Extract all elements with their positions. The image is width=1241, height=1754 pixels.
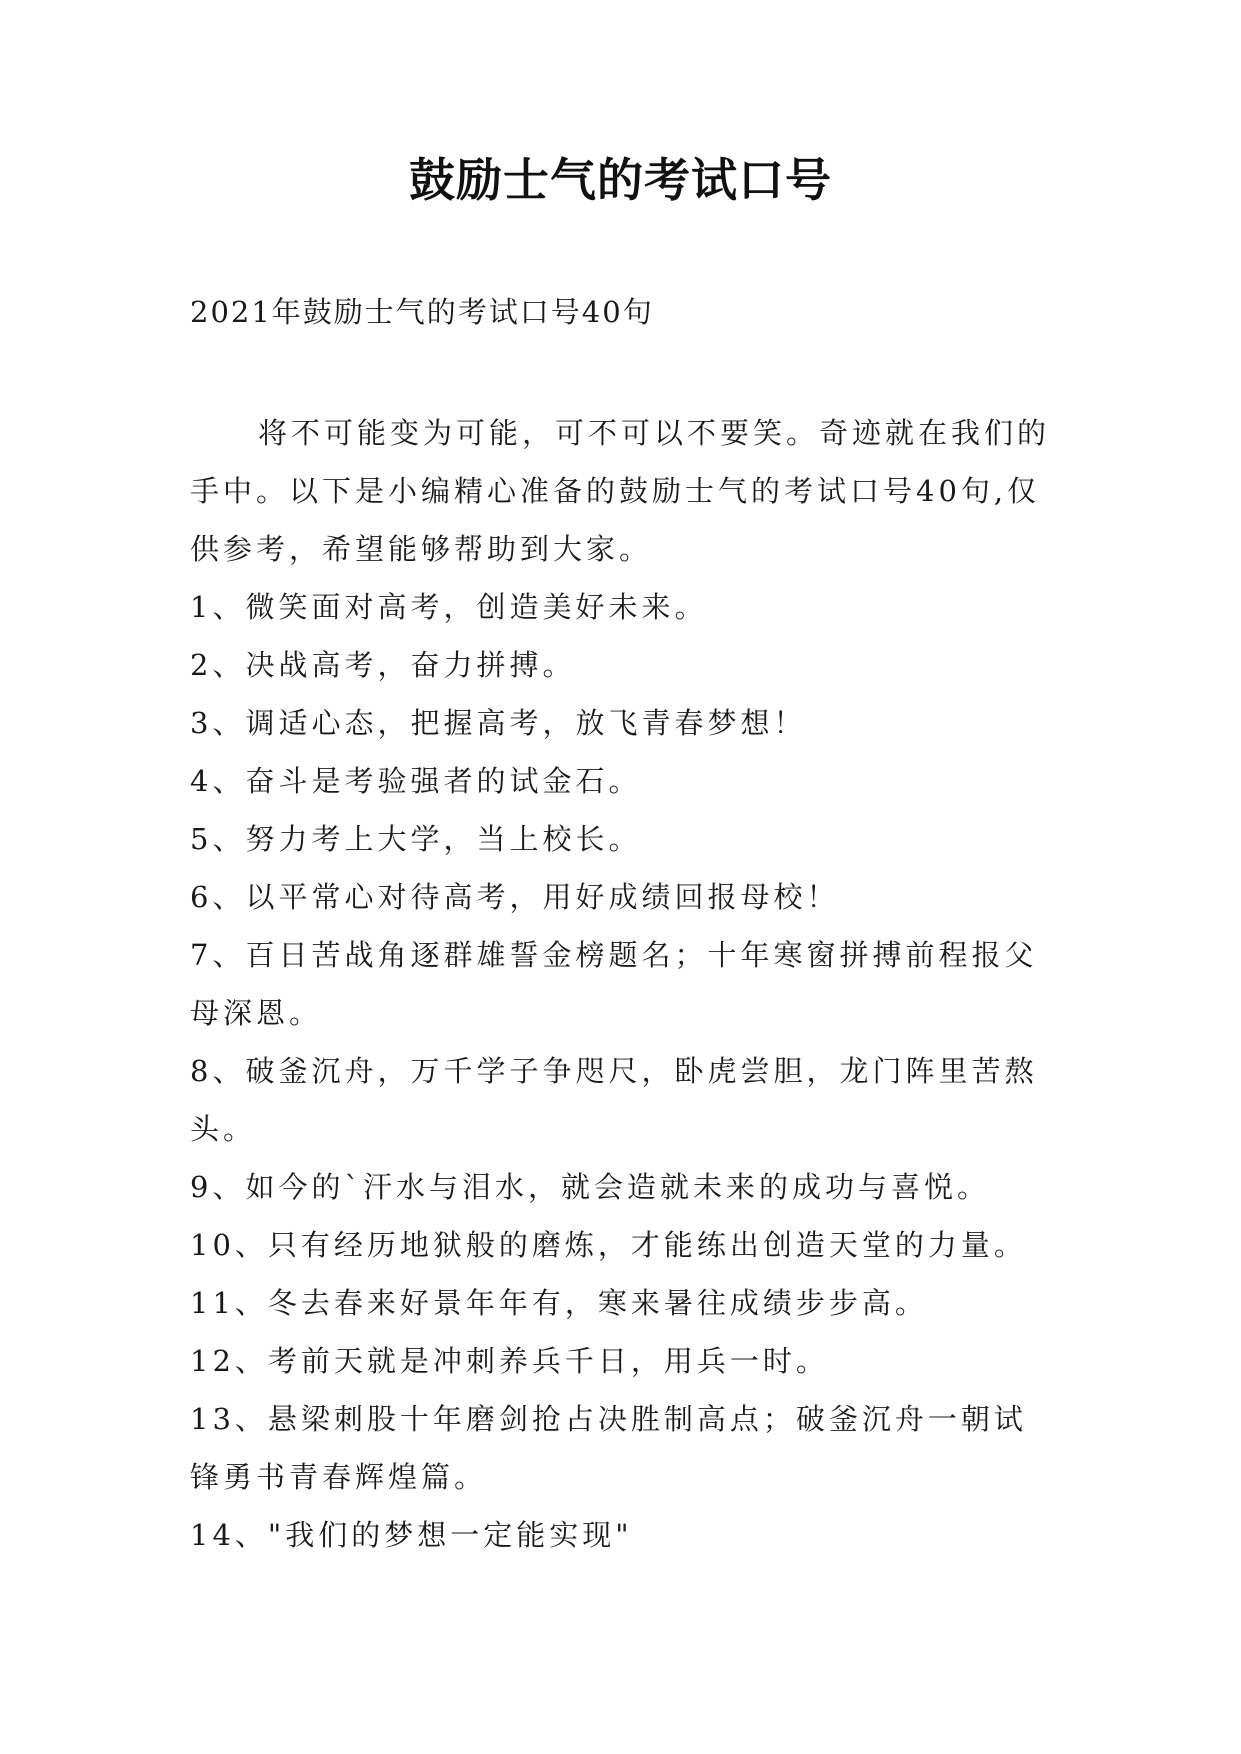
list-item: 5、努力考上大学，当上校长。: [190, 822, 642, 856]
list-item: 4、奋斗是考验强者的试金石。: [190, 764, 642, 798]
list-item: 2、决战高考，奋力拼搏。: [190, 648, 576, 682]
list-item: 9、如今的`汗水与泪水，就会造就未来的成功与喜悦。: [190, 1170, 990, 1204]
list-item: 6、以平常心对待高考，用好成绩回报母校！: [190, 880, 840, 914]
list-item: 8、破釜沉舟，万千学子争咫尺，卧虎尝胆，龙门阵里苦熬头。: [190, 1054, 1038, 1146]
page-title: 鼓励士气的考试口号: [409, 153, 832, 207]
list-item: 3、调适心态，把握高考，放飞青春梦想！: [190, 706, 807, 740]
document-subtitle: 2021年鼓励士气的考试口号40句: [190, 295, 654, 329]
list-item: 14、"我们的梦想一定能实现": [190, 1518, 633, 1552]
list-item: 7、百日苦战角逐群雄誓金榜题名；十年寒窗拼搏前程报父母深恩。: [190, 938, 1038, 1030]
list-item: 12、考前天就是冲刺养兵千日，用兵一时。: [190, 1344, 829, 1378]
list-item: 10、只有经历地狱般的磨炼，才能练出创造天堂的力量。: [190, 1228, 1027, 1262]
intro-paragraph: 将不可能变为可能，可不可以不要笑。奇迹就在我们的手中。以下是小编精心准备的鼓励士气的考试口号40句,仅供参考，希望能够帮助到大家。: [190, 416, 1051, 566]
list-item: 11、冬去春来好景年年有，寒来暑往成绩步步高。: [190, 1286, 928, 1320]
list-item: 13、悬梁刺股十年磨剑抢占决胜制高点；破釜沉舟一朝试锋勇书青春辉煌篇。: [190, 1402, 1027, 1494]
list-item: 1、微笑面对高考，创造美好未来。: [190, 590, 708, 624]
document-body: [190, 404, 1054, 1564]
